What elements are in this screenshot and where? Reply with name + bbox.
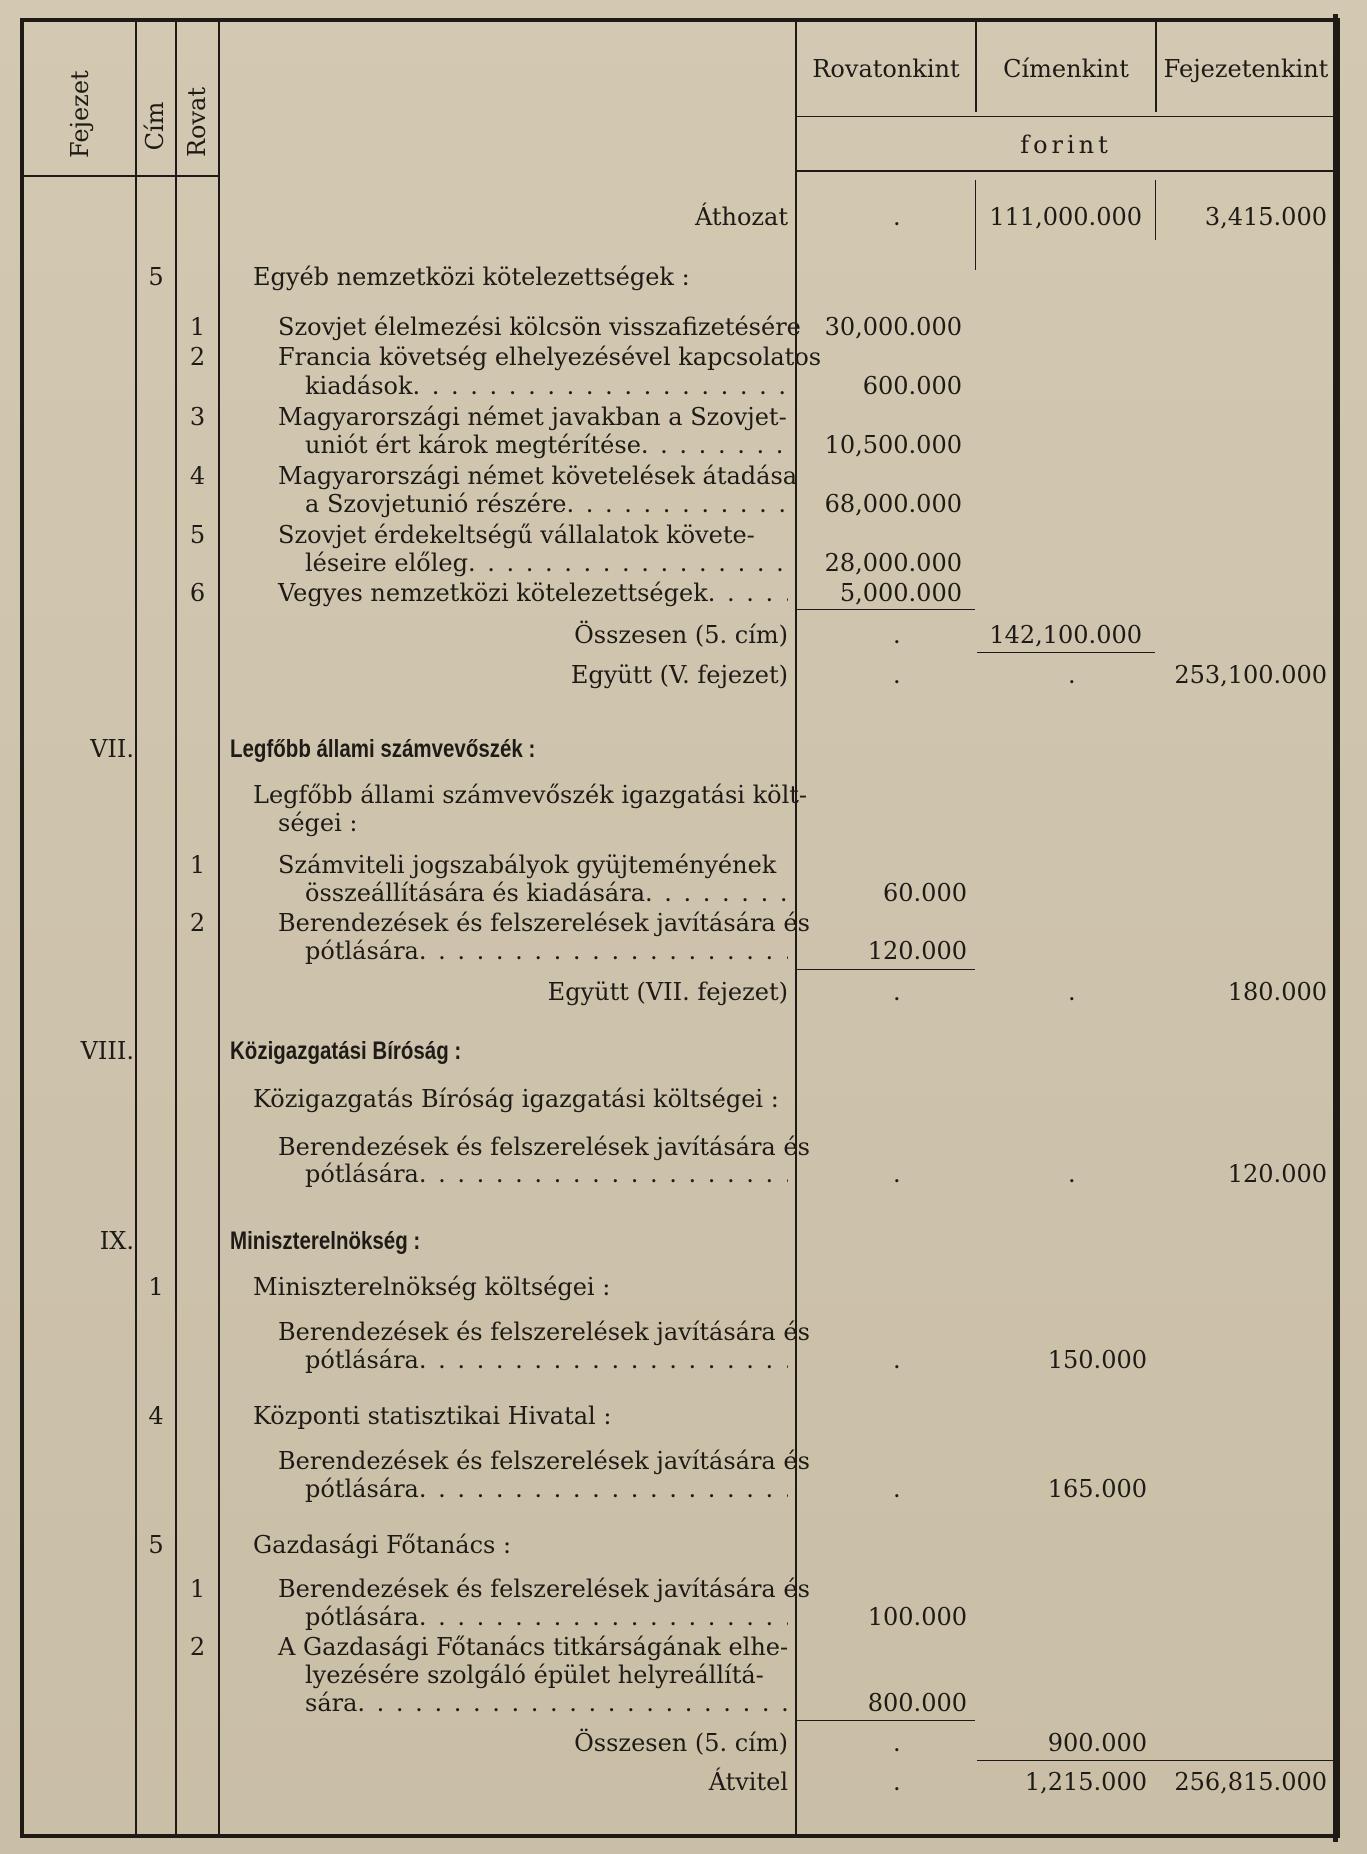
cim-5-title: Egyéb nemzetközi kötelezettségek : <box>253 263 690 291</box>
fejezet-ix: IX. <box>99 1227 134 1255</box>
fejezet-viii-title: Közigazgatási Bíróság : <box>230 1037 462 1065</box>
header-unit: forint <box>1020 131 1112 159</box>
header-cimenkint: Címenkint <box>1003 55 1129 83</box>
osszesen-5-label: Összesen (5. cím) <box>574 621 788 649</box>
atvitel-fejezet: 256,815.000 <box>1174 1768 1327 1796</box>
osszesen-5-rovat: . <box>893 621 901 649</box>
leader-dots <box>413 372 788 400</box>
fejezet-viii-sub: Közigazgatás Bíróság igazgatási költségei : <box>253 1085 779 1113</box>
ix-rovat-1-label1: Berendezések és felszerelések javítására és <box>278 1575 810 1603</box>
ix-cim-4: 4 <box>148 1402 164 1430</box>
egyutt-v-fejezet: 253,100.000 <box>1174 661 1327 689</box>
osszesen-5b-rovat: . <box>893 1729 901 1757</box>
ix-cim-4-value: 165.000 <box>1047 1475 1147 1503</box>
rovat-5: 5 <box>189 521 206 549</box>
egyutt-vii-fejezet: 180.000 <box>1227 978 1327 1006</box>
rule-col-3a <box>1155 180 1156 240</box>
sum-rule <box>977 1760 1335 1761</box>
rovat-5-value: 28,000.000 <box>824 549 962 577</box>
leader-dots <box>708 579 788 607</box>
rovat-3-value: 10,500.000 <box>824 431 962 459</box>
vii-rovat-1-value: 60.000 <box>883 879 967 907</box>
leader-dots <box>468 549 788 577</box>
atvitel-rovat: . <box>893 1768 901 1796</box>
rovat-4-label1: Magyarországi német követelések átadása <box>278 462 798 490</box>
header-rovat: Rovat <box>183 86 211 158</box>
head-rule-left <box>24 175 219 177</box>
vii-rovat-1-label1: Számviteli jogszabályok gyüjteményének <box>278 851 777 879</box>
rovat-6-value: 5,000.000 <box>839 579 962 607</box>
ix-cim-1-label1: Berendezések és felszerelések javítására és <box>278 1318 810 1346</box>
leader-dots <box>419 1603 788 1631</box>
sum-rule <box>797 609 975 610</box>
frame-edge <box>1333 14 1338 1842</box>
ix-rovat-2-label1: A Gazdasági Főtanács titkárságának elhe- <box>278 1633 789 1661</box>
ix-rovat-2-label2: lyezésére szolgáló épület helyreállítá- <box>305 1661 764 1689</box>
rovat-2-value: 600.000 <box>862 372 962 400</box>
egyutt-vii-cim: . <box>1068 978 1076 1006</box>
rovat-5-label1: Szovjet érdekeltségű vállalatok követe- <box>278 521 755 549</box>
vii-rovat-2-label1: Berendezések és felszerelések javítására és <box>278 909 810 937</box>
rovat-2-line2 <box>305 372 788 400</box>
ix-rovat-1-label2: pótlására <box>305 1603 419 1631</box>
ix-cim-1-rovat: . <box>893 1346 901 1374</box>
fejezet-viii-cim: . <box>1068 1160 1076 1188</box>
fejezet-viii: VIII. <box>80 1037 134 1065</box>
athozat-label: Áthozat <box>694 203 788 231</box>
header-rovatonkint: Rovatonkint <box>812 55 960 83</box>
sum-rule <box>797 1720 975 1721</box>
vii-rovat-2-label2: pótlására <box>305 937 419 965</box>
header-fejezet: Fejezet <box>66 70 94 158</box>
rovat-2: 2 <box>189 343 206 371</box>
leader-dots <box>419 937 788 965</box>
rule-fejezet <box>135 22 137 1836</box>
leader-dots <box>357 1689 788 1717</box>
ix-cim-4-rovat: . <box>893 1475 901 1503</box>
fejezet-vii-sub2: ségei : <box>278 809 358 837</box>
ix-rovat-1: 1 <box>189 1575 206 1603</box>
leader-dots <box>641 431 788 459</box>
egyutt-v-cim: . <box>1068 661 1076 689</box>
leader-dots <box>419 1160 788 1188</box>
rovat-1: 1 <box>189 313 206 341</box>
vii-rovat-1: 1 <box>189 851 206 879</box>
ix-cim-1-value: 150.000 <box>1047 1346 1147 1374</box>
egyutt-vii-rovat: . <box>893 978 901 1006</box>
rovat-4-line2 <box>305 490 788 518</box>
fejezet-viii-line2 <box>305 1160 788 1188</box>
rule-col-2a <box>975 180 976 270</box>
leader-dots <box>567 490 788 518</box>
ix-rovat-2-line3 <box>305 1689 788 1717</box>
ix-cim-1: 1 <box>148 1273 164 1301</box>
vii-rovat-1-line2 <box>305 879 788 907</box>
rovat-2-label1: Francia követség elhelyezésével kapcsolatos <box>278 343 822 371</box>
osszesen-5b-cim: 900.000 <box>1047 1729 1147 1757</box>
rovat-4-label2: a Szovjetunió részére <box>305 490 567 518</box>
ix-cim-4-line2 <box>305 1475 788 1503</box>
rovat-6-label: Vegyes nemzetközi kötelezettségek <box>278 579 708 607</box>
fejezet-vii: VII. <box>90 735 134 763</box>
egyutt-v-label: Együtt (V. fejezet) <box>570 661 788 689</box>
egyutt-v-rovat: . <box>893 661 901 689</box>
fejezet-ix-title: Miniszterelnökség : <box>230 1227 421 1255</box>
rovat-3: 3 <box>189 403 206 431</box>
ix-cim-5: 5 <box>148 1531 164 1559</box>
vii-rovat-2-line2 <box>305 937 788 965</box>
atvitel-label: Átvitel <box>708 1768 788 1796</box>
ix-cim-1-title: Miniszterelnökség költségei : <box>253 1273 611 1301</box>
rovat-3-label1: Magyarországi német javakban a Szovjet- <box>278 403 787 431</box>
atvitel-cim: 1,215.000 <box>1024 1768 1147 1796</box>
leader-dots <box>419 1346 788 1374</box>
rovat-5-label2: léseire előleg <box>305 549 468 577</box>
fejezet-viii-value: 120.000 <box>1227 1160 1327 1188</box>
ix-rovat-2: 2 <box>189 1633 206 1661</box>
header-cim: Cím <box>141 101 169 151</box>
ix-cim-4-label2: pótlására <box>305 1475 419 1503</box>
head-rule-right <box>795 170 1335 172</box>
rovat-4-value: 68,000.000 <box>824 490 962 518</box>
fejezet-vii-title: Legfőbb állami számvevőszék : <box>230 735 536 763</box>
rovat-3-label2: uniót ért károk megtérítése <box>305 431 641 459</box>
rovat-6-line <box>278 579 788 607</box>
athozat-rovat: . <box>893 203 901 231</box>
ix-rovat-2-label3: sára <box>305 1689 358 1717</box>
osszesen-5-cim: 142,100.000 <box>989 621 1142 649</box>
athozat-cim: 111,000.000 <box>989 203 1142 231</box>
vii-rovat-2: 2 <box>189 909 206 937</box>
rovat-1-value: 30,000.000 <box>824 313 962 341</box>
rovat-2-label2: kiadások <box>305 372 413 400</box>
rovat-6: 6 <box>189 579 206 607</box>
ix-cim-5-title: Gazdasági Főtanács : <box>253 1531 512 1559</box>
ix-cim-4-label1: Berendezések és felszerelések javítására és <box>278 1447 810 1475</box>
ix-rovat-1-line2 <box>305 1603 788 1631</box>
osszesen-5b-label: Összesen (5. cím) <box>574 1729 788 1757</box>
sum-rule <box>977 652 1155 653</box>
cim-5: 5 <box>148 263 164 291</box>
ix-cim-1-label2: pótlására <box>305 1346 419 1374</box>
fejezet-viii-label1: Berendezések és felszerelések javítására és <box>278 1133 810 1161</box>
ix-cim-4-title: Központi statisztikai Hivatal : <box>253 1402 612 1430</box>
header-fejezetenkint: Fejezetenkint <box>1163 55 1329 83</box>
rovat-3-line2 <box>305 431 788 459</box>
fejezet-viii-rovat: . <box>893 1160 901 1188</box>
vii-rovat-1-label2: összeállítására és kiadására <box>305 879 646 907</box>
egyutt-vii-label: Együtt (VII. fejezet) <box>547 978 788 1006</box>
head-rule-mid <box>795 116 1335 117</box>
rule-rovat <box>218 22 220 1836</box>
rovat-5-line2 <box>305 549 788 577</box>
rovat-4: 4 <box>189 462 206 490</box>
ix-rovat-1-value: 100.000 <box>867 1603 967 1631</box>
sum-rule <box>797 969 975 970</box>
vii-rovat-2-value: 120.000 <box>867 937 967 965</box>
fejezet-vii-sub1: Legfőbb állami számvevőszék igazgatási költ- <box>253 781 808 809</box>
ix-cim-1-line2 <box>305 1346 788 1374</box>
ix-rovat-2-value: 800.000 <box>867 1689 967 1717</box>
athozat-fejezet: 3,415.000 <box>1204 203 1327 231</box>
fejezet-viii-label2: pótlására <box>305 1160 419 1188</box>
leader-dots <box>645 879 788 907</box>
leader-dots <box>419 1475 788 1503</box>
rovat-1-label: Szovjet élelmezési kölcsön visszafizetésére <box>278 313 801 341</box>
